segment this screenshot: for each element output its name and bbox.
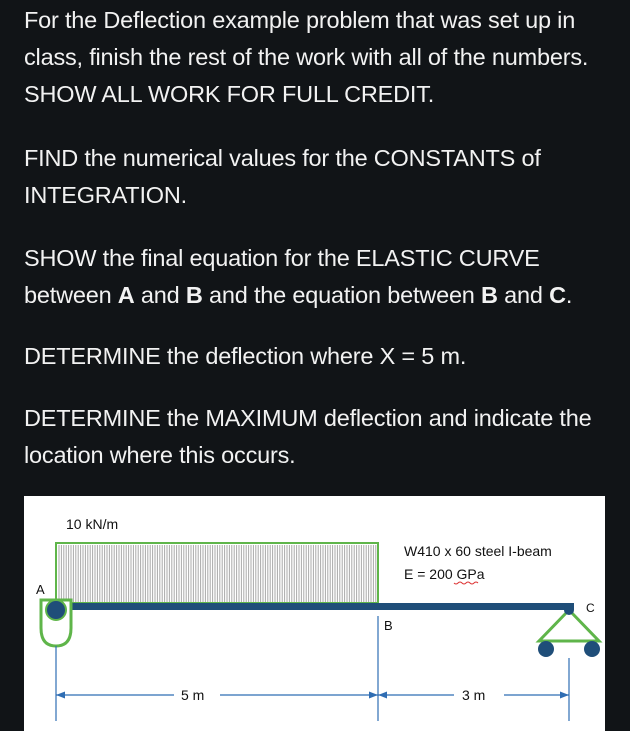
beam-diagram: [24, 496, 605, 731]
load-label: 10 kN/m: [66, 516, 119, 532]
beam-type-label: W410 x 60 steel I-beam: [404, 543, 552, 559]
pin-a-circle: [46, 600, 66, 620]
roller-c-pin: [564, 605, 574, 615]
point-c-ref: C: [549, 282, 566, 308]
constants-instruction: FIND the numerical values for the CONSTANTS of INTEGRATION.: [24, 145, 541, 208]
span-ab-label: 5 m: [181, 687, 205, 703]
elastic-curve-period: .: [565, 282, 573, 308]
beam: [56, 603, 574, 610]
deflection-instruction: DETERMINE the deflection where X = 5 m.: [24, 343, 467, 369]
elastic-curve-and-2: and: [504, 282, 543, 308]
point-a-label: A: [36, 582, 45, 597]
pin-support-a: [41, 600, 71, 646]
arrow-b-left: [369, 692, 378, 699]
arrow-b-right: [378, 692, 387, 699]
roller-c-wheel-right: [584, 641, 600, 657]
distributed-load: [56, 543, 378, 603]
dimension-lines: [56, 616, 569, 721]
modulus-squiggle: [454, 582, 478, 584]
span-bc-label: 3 m: [462, 687, 486, 703]
max-deflection-instruction: DETERMINE the MAXIMUM deflection and indicate the location where this occurs.: [24, 405, 592, 468]
intro-instructions: For the Deflection example problem that was set up in class, finish the rest of the work with all of the numbers. SHOW ALL WORK FOR FULL CREDIT.: [24, 7, 589, 107]
elastic-curve-and-1: and: [140, 282, 180, 308]
point-b-label: B: [384, 618, 393, 633]
roller-c-wheel-left: [538, 641, 554, 657]
distributed-load-hatch: [59, 545, 376, 602]
elastic-curve-text-2: and the equation between: [209, 282, 475, 308]
beam-diagram-svg: [24, 496, 605, 731]
arrow-c: [560, 692, 569, 699]
point-c-label: C: [586, 601, 595, 615]
elastic-curve-instruction: [24, 240, 614, 314]
point-b-ref: B: [185, 282, 203, 308]
point-b-ref-2: B: [481, 282, 498, 308]
modulus-label: E = 200 GPa: [404, 566, 485, 582]
elastic-curve-text-1: SHOW the final equation for the ELASTIC CURVE between: [24, 245, 540, 308]
point-a-ref: A: [117, 282, 135, 308]
arrow-a: [56, 692, 65, 699]
